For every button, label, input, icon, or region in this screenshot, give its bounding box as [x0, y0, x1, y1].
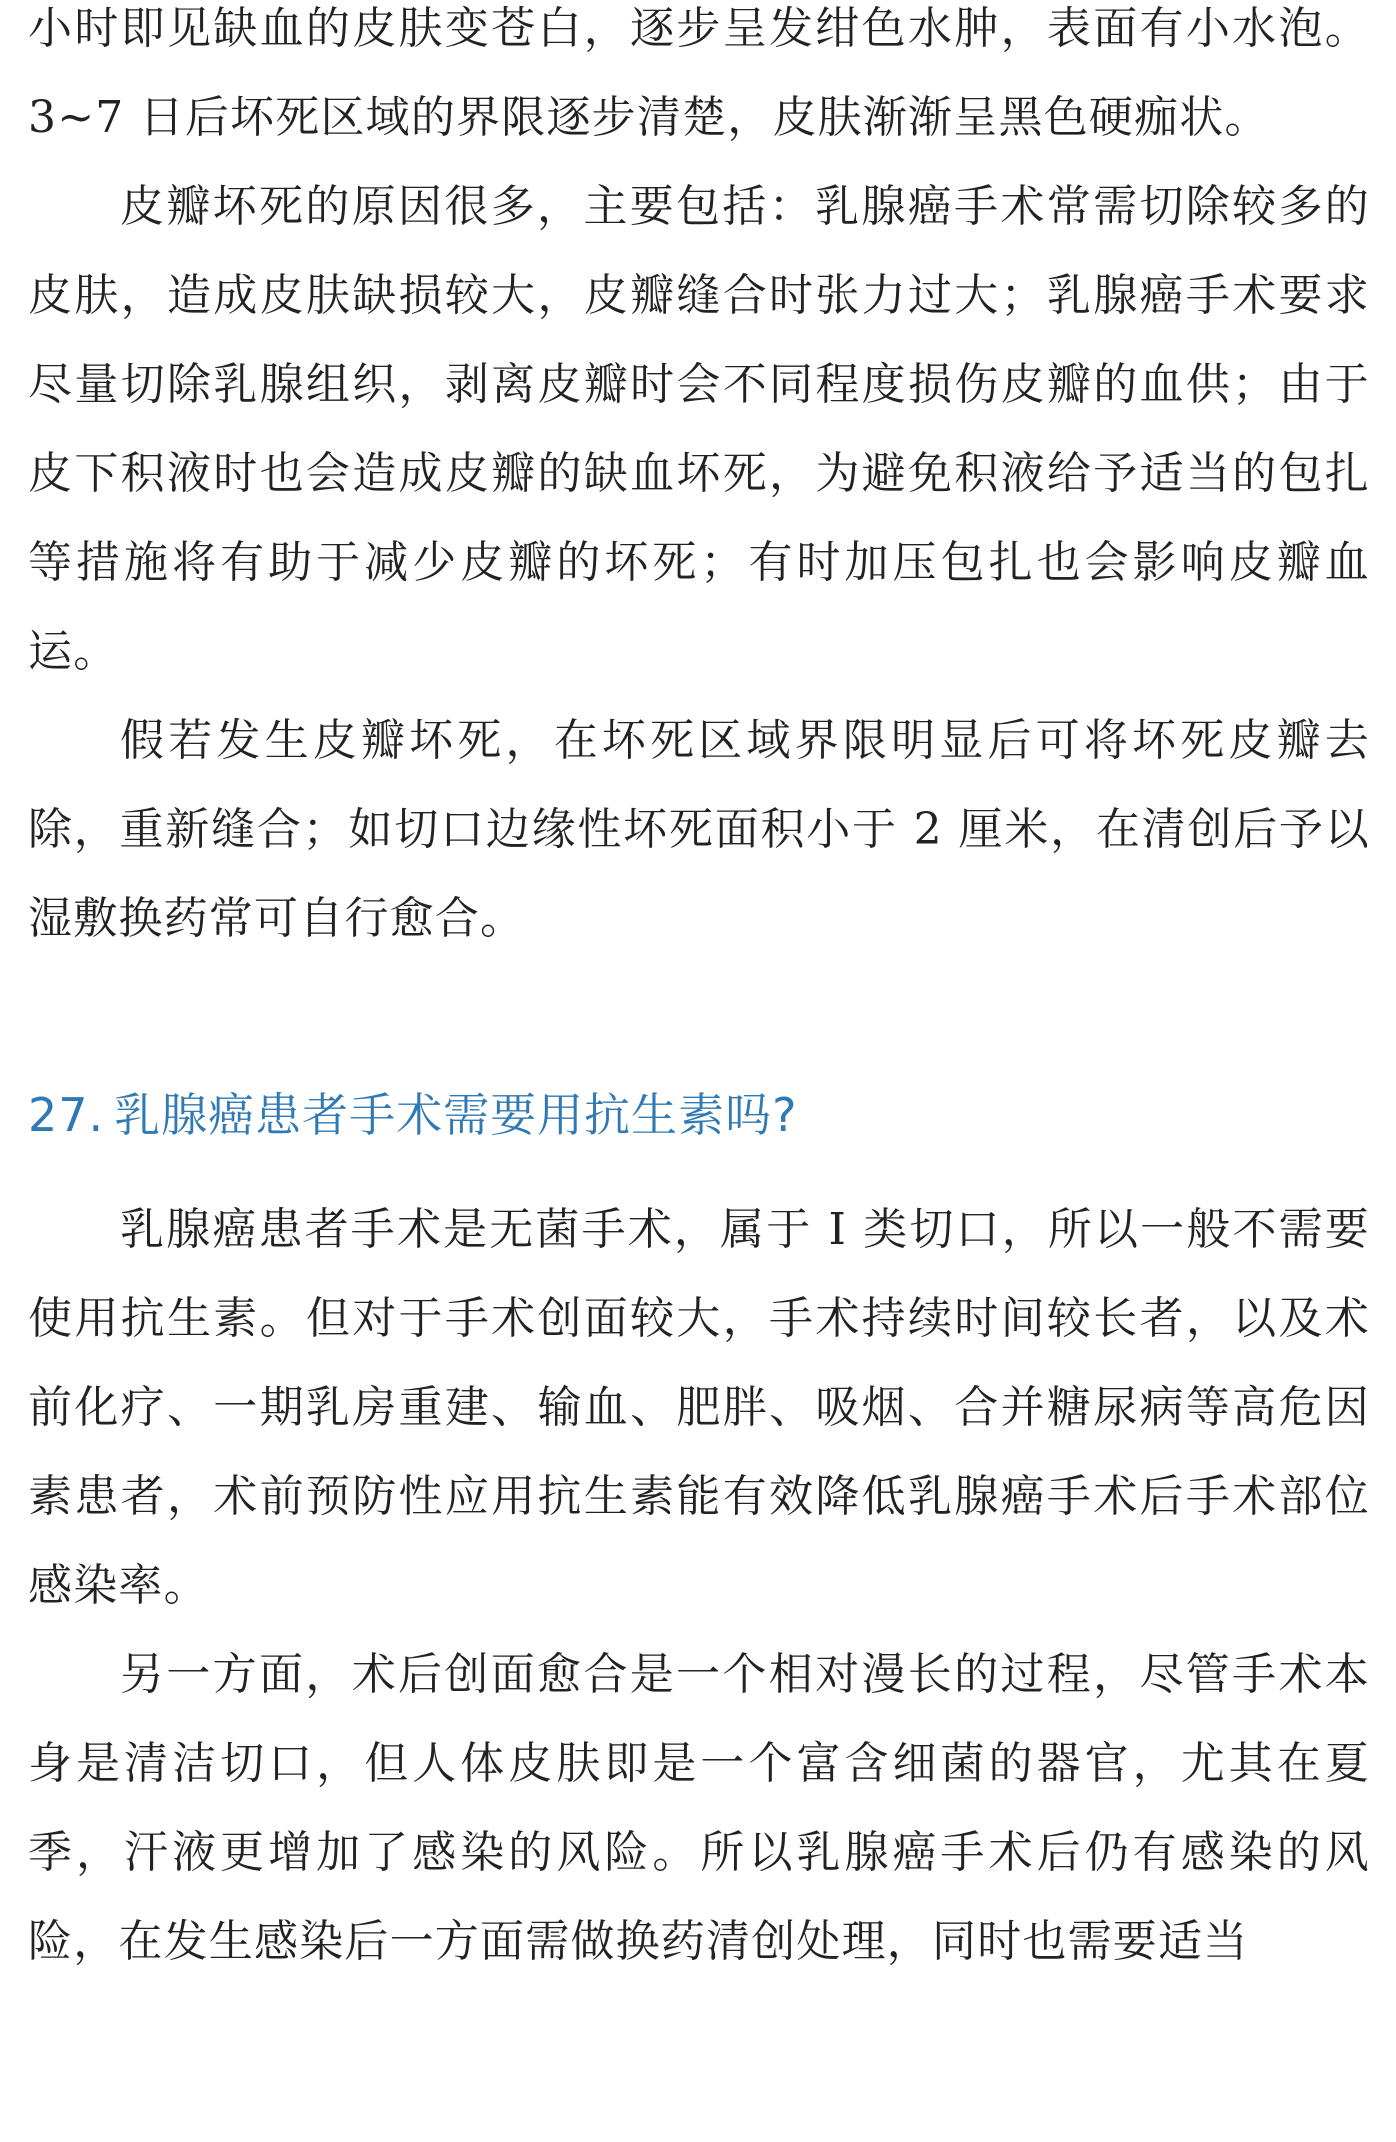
paragraph-infection-risk: 另一方面，术后创面愈合是一个相对漫长的过程，尽管手术本身是清洁切口，但人体皮肤即是一个富含细菌的器官，尤其在夏季，汗液更增加了感染的风险。所以乳腺癌手术后仍有感染的风险，在发生感染后一方面需做换药清创处理，同时也需要适当 — [28, 1649, 1370, 1967]
section-number: 27. — [28, 1088, 105, 1142]
section-body — [28, 1185, 1370, 1986]
paragraph-antibiotics-indication: 乳腺癌患者手术是无菌手术，属于 I 类切口，所以一般不需要使用抗生素。但对于手术创面较大，手术持续时间较长者，以及术前化疗、一期乳房重建、输血、肥胖、吸烟、合并糖尿病等高危因素患者，术前预防性应用抗生素能有效降低乳腺癌手术后手术部位感染率。 — [28, 1204, 1370, 1611]
section-heading — [28, 1059, 1370, 1171]
section-title: 乳腺癌患者手术需要用抗生素吗? — [114, 1088, 798, 1142]
paragraph-flap-necrosis-causes: 皮瓣坏死的原因很多，主要包括：乳腺癌手术常需切除较多的皮肤，造成皮肤缺损较大，皮瓣缝合时张力过大；乳腺癌手术要求尽量切除乳腺组织，剥离皮瓣时会不同程度损伤皮瓣的血供；由于皮下积液时也会造成皮瓣的缺血坏死，为避免积液给予适当的包扎等措施将有助于减少皮瓣的坏死；有时加压包扎也会影响皮瓣血运。 — [28, 181, 1370, 677]
paragraph-flap-necrosis-treatment: 假若发生皮瓣坏死，在坏死区域界限明显后可将坏死皮瓣去除，重新缝合；如切口边缘性坏死面积小于 2 厘米，在清创后予以湿敷换药常可自行愈合。 — [28, 715, 1370, 944]
paragraph-continued: 小时即见缺血的皮肤变苍白，逐步呈发绀色水肿，表面有小水泡。3~7 日后坏死区域的界限逐步清楚，皮肤渐渐呈黑色硬痂状。 — [28, 3, 1370, 143]
